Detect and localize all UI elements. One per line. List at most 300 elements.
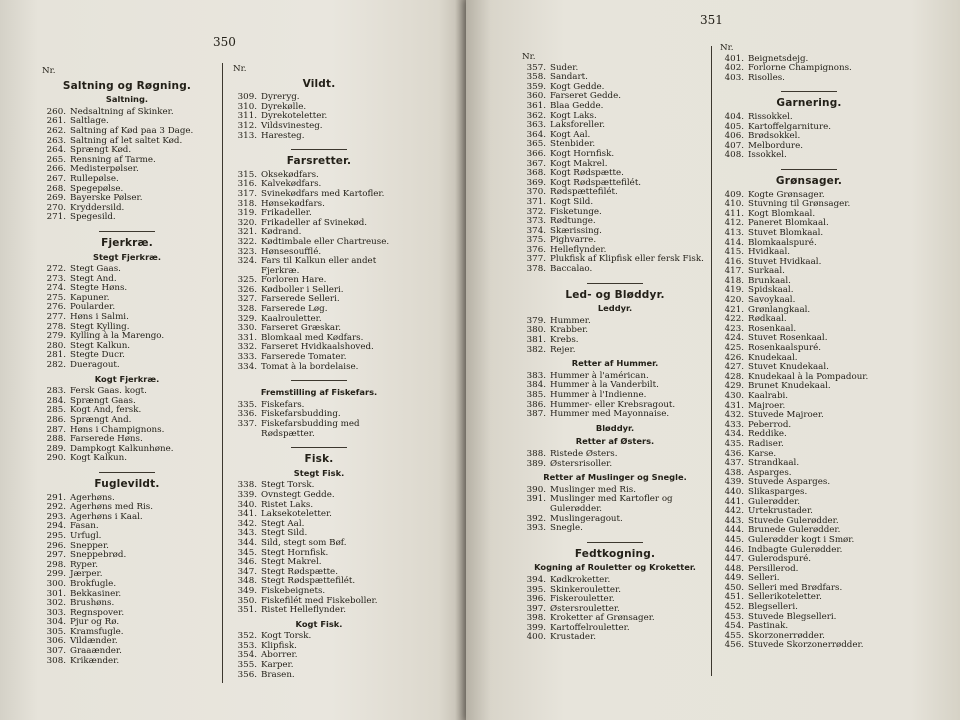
index-entry bbox=[42, 165, 212, 175]
column-header-nr: Nr. bbox=[522, 52, 536, 62]
entry-title: Snegle. bbox=[550, 523, 583, 534]
entry-number: 347. bbox=[237, 566, 257, 577]
entry-number: 322. bbox=[237, 236, 257, 247]
entry-number: 424. bbox=[724, 333, 744, 344]
entry-title: Frikadeller. bbox=[261, 208, 312, 219]
section-heading: Fisk. bbox=[304, 453, 334, 466]
index-entry bbox=[233, 671, 405, 681]
entry-title: Rosenkaalspuré. bbox=[748, 343, 822, 354]
index-entry bbox=[720, 74, 898, 84]
entry-number: 412. bbox=[724, 218, 744, 229]
entry-title: Brokfugle. bbox=[70, 578, 117, 589]
subsection-heading: Fremstilling af Fiskefars. bbox=[260, 387, 378, 398]
index-entry bbox=[522, 524, 708, 534]
entry-title: Ristet Laks. bbox=[261, 499, 314, 510]
entry-title: Snepper. bbox=[70, 540, 109, 551]
index-entry bbox=[42, 445, 212, 455]
entry-number: 260. bbox=[46, 106, 66, 117]
entry-title: Bayerske Pølser. bbox=[70, 193, 143, 204]
entry-title: Ryper. bbox=[70, 559, 98, 570]
entry-number: 291. bbox=[46, 492, 66, 503]
entry-title: Urfugl. bbox=[70, 530, 102, 541]
entry-title: Fasan. bbox=[70, 521, 99, 532]
index-entry bbox=[720, 132, 898, 142]
entry-number: 284. bbox=[46, 395, 66, 406]
entry-title: Skinkerouletter. bbox=[550, 584, 621, 595]
entry-number: 282. bbox=[46, 360, 66, 371]
index-entry bbox=[42, 618, 212, 628]
entry-number: 452. bbox=[724, 602, 744, 613]
entry-title: Agerhøns. bbox=[70, 492, 115, 503]
entry-number: 323. bbox=[237, 246, 257, 257]
entry-title: Radiser. bbox=[748, 438, 784, 449]
entry-number: 455. bbox=[724, 630, 744, 641]
entry-title: Fisketunge. bbox=[550, 206, 602, 217]
entry-title: Hummer. bbox=[550, 315, 591, 326]
entry-number: 395. bbox=[526, 584, 546, 595]
entry-title: Rissokkel. bbox=[748, 111, 793, 122]
entry-number: 432. bbox=[724, 410, 744, 421]
divider bbox=[587, 542, 643, 543]
divider bbox=[99, 472, 155, 473]
entry-number: 403. bbox=[724, 72, 744, 83]
entry-number: 326. bbox=[237, 284, 257, 295]
index-entry bbox=[42, 351, 212, 361]
entry-number: 427. bbox=[724, 362, 744, 373]
entry-number: 277. bbox=[46, 312, 66, 323]
entry-number: 281. bbox=[46, 350, 66, 361]
divider bbox=[99, 231, 155, 232]
entry-number: 408. bbox=[724, 150, 744, 161]
entry-title: Saltning af let saltet Kød. bbox=[70, 135, 183, 146]
entry-title: Issokkel. bbox=[748, 150, 787, 161]
entry-number: 279. bbox=[46, 331, 66, 342]
entry-number: 447. bbox=[724, 554, 744, 565]
index-entry bbox=[42, 609, 212, 619]
entry-number: 450. bbox=[724, 582, 744, 593]
entry-number: 385. bbox=[526, 390, 546, 400]
entry-title: Agerhøns i Kaal. bbox=[70, 511, 143, 522]
entry-number: 433. bbox=[724, 419, 744, 430]
entry-number: 345. bbox=[237, 547, 257, 558]
entry-number: 350. bbox=[237, 595, 257, 606]
entry-number: 360. bbox=[526, 91, 546, 102]
entry-number: 289. bbox=[46, 443, 66, 454]
entry-title: Strandkaal. bbox=[748, 458, 800, 469]
entry-number: 351. bbox=[237, 605, 257, 616]
entry-title: Majroer. bbox=[748, 400, 786, 411]
entry-number: 331. bbox=[237, 332, 257, 343]
subsection-heading: Retter af Muslinger og Snegle. bbox=[543, 472, 687, 483]
entry-number: 336. bbox=[237, 409, 257, 420]
entry-title: Kroketter af Grønsager. bbox=[550, 613, 655, 624]
index-entry bbox=[720, 613, 898, 623]
entry-number: 357. bbox=[526, 62, 546, 73]
entry-number: 285. bbox=[46, 405, 66, 416]
entry-number: 441. bbox=[724, 496, 744, 507]
entry-title: Blomkaalspuré. bbox=[748, 237, 817, 248]
entry-number: 416. bbox=[724, 256, 744, 267]
entry-number: 451. bbox=[724, 592, 744, 603]
entry-number: 436. bbox=[724, 448, 744, 459]
entry-title: Ristet Helleflynder. bbox=[261, 605, 347, 616]
entry-title: Dueragout. bbox=[70, 360, 120, 371]
index-entry bbox=[720, 565, 898, 575]
entry-number: 414. bbox=[724, 237, 744, 248]
entry-number: 298. bbox=[46, 559, 66, 570]
entry-title: Stuvede Majroer. bbox=[748, 410, 824, 421]
entry-title: Fars til Kalkun eller andet Fjerkræ. bbox=[261, 256, 377, 276]
entry-title: Kapuner. bbox=[70, 292, 110, 303]
entry-title: Rosenkaal. bbox=[748, 323, 797, 334]
entry-number: 454. bbox=[724, 621, 744, 632]
entry-title: Savoykaal. bbox=[748, 295, 796, 306]
index-entry bbox=[42, 175, 212, 185]
entry-number: 344. bbox=[237, 537, 257, 548]
index-entry bbox=[233, 420, 405, 439]
entry-number: 341. bbox=[237, 509, 257, 520]
entry-number: 318. bbox=[237, 198, 257, 209]
index-entry bbox=[233, 510, 405, 520]
entry-title: Stegte Ducr. bbox=[70, 350, 125, 361]
entry-title: Stuvede Skorzonerrødder. bbox=[748, 640, 864, 651]
entry-number: 368. bbox=[526, 168, 546, 179]
entry-title: Oksekødfars. bbox=[261, 169, 319, 180]
entry-title: Krikænder. bbox=[70, 655, 120, 666]
entry-number: 295. bbox=[46, 530, 66, 541]
entry-title: Kramsfugle. bbox=[70, 626, 124, 637]
entry-number: 371. bbox=[526, 196, 546, 207]
entry-title: Dyrekoteletter. bbox=[261, 111, 328, 122]
entry-number: 308. bbox=[46, 655, 66, 666]
entry-title: Pighvarre. bbox=[550, 235, 597, 246]
column-header-nr: Nr. bbox=[42, 66, 56, 76]
entry-title: Baccalao. bbox=[550, 264, 593, 275]
entry-title: Tomat à la bordelaise. bbox=[261, 361, 359, 372]
entry-number: 365. bbox=[526, 139, 546, 150]
entry-title: Farseret Græskar. bbox=[261, 323, 342, 334]
right-page bbox=[466, 0, 960, 720]
entry-number: 413. bbox=[724, 227, 744, 238]
entry-title: Melbordure. bbox=[748, 140, 803, 151]
entry-number: 271. bbox=[46, 212, 66, 223]
entry-title: Regnspover. bbox=[70, 607, 125, 618]
entry-number: 299. bbox=[46, 569, 66, 580]
entry-number: 305. bbox=[46, 626, 66, 637]
entry-number: 399. bbox=[526, 622, 546, 633]
entry-number: 398. bbox=[526, 613, 546, 624]
entry-title: Knudekaal à la Pompadour. bbox=[748, 371, 869, 382]
entry-title: Plukfisk af Klipfisk eller fersk Fisk. bbox=[550, 254, 704, 265]
entry-title: Kogt Laks. bbox=[550, 110, 597, 121]
entry-number: 394. bbox=[526, 574, 546, 585]
index-entry bbox=[42, 637, 212, 647]
entry-title: Grønlangkaal. bbox=[748, 304, 811, 315]
entry-number: 359. bbox=[526, 81, 546, 92]
entry-title: Farserede Tomater. bbox=[261, 352, 347, 363]
entry-title: Kødrand. bbox=[261, 227, 302, 238]
entry-title: Spegepølse. bbox=[70, 183, 124, 194]
subsection-heading: Saltning. bbox=[105, 94, 149, 105]
section-heading: Garnering. bbox=[776, 97, 842, 110]
subsection-heading: Kogning af Rouletter og Kroketter. bbox=[534, 562, 696, 573]
entry-number: 378. bbox=[526, 264, 546, 275]
entry-title: Kogt Gedde. bbox=[550, 81, 605, 92]
entry-title: Bekkasiner. bbox=[70, 588, 122, 599]
entry-number: 315. bbox=[237, 169, 257, 180]
entry-number: 352. bbox=[237, 631, 257, 642]
entry-number: 312. bbox=[237, 120, 257, 131]
index-entry bbox=[42, 454, 212, 464]
entry-number: 367. bbox=[526, 158, 546, 169]
entry-number: 405. bbox=[724, 121, 744, 132]
index-entry bbox=[522, 495, 708, 514]
entry-title: Stuvning til Grønsager. bbox=[748, 199, 851, 210]
index-entry bbox=[720, 306, 898, 316]
entry-title: Slikasparges. bbox=[748, 486, 808, 497]
index-entry bbox=[233, 257, 405, 276]
entry-number: 343. bbox=[237, 528, 257, 539]
entry-title: Persillerod. bbox=[748, 563, 799, 574]
index-entry bbox=[233, 200, 405, 210]
entry-title: Medisterpølser. bbox=[70, 164, 139, 175]
entry-title: Asparges. bbox=[748, 467, 792, 478]
entry-number: 375. bbox=[526, 235, 546, 246]
entry-number: 366. bbox=[526, 148, 546, 159]
entry-title: Suder. bbox=[550, 62, 579, 73]
entry-number: 411. bbox=[724, 208, 744, 219]
index-entry bbox=[720, 392, 898, 402]
entry-title: Brasen. bbox=[261, 669, 295, 680]
entry-number: 383. bbox=[526, 370, 546, 381]
index-entry bbox=[233, 363, 405, 373]
column-header-nr: Nr. bbox=[720, 43, 734, 53]
index-entry bbox=[233, 606, 405, 616]
entry-title: Paneret Blomkaal. bbox=[748, 218, 829, 229]
index-entry bbox=[42, 628, 212, 638]
entry-title: Skorzonerrødder. bbox=[748, 630, 825, 641]
entry-title: Brunet Knudekaal. bbox=[748, 381, 831, 392]
entry-number: 355. bbox=[237, 660, 257, 671]
entry-title: Hummer à la Vanderbilt. bbox=[550, 380, 659, 391]
index-column bbox=[42, 67, 212, 666]
entry-title: Stuvet Hvidkaal. bbox=[748, 256, 822, 267]
entry-title: Krabber. bbox=[550, 325, 589, 336]
section-heading: Vildt. bbox=[302, 77, 336, 90]
index-entry bbox=[720, 450, 898, 460]
entry-title: Kogt Aal. bbox=[550, 129, 591, 140]
subsection-heading: Stegt Fisk. bbox=[293, 467, 345, 478]
entry-number: 335. bbox=[237, 399, 257, 410]
entry-number: 283. bbox=[46, 386, 66, 397]
entry-number: 268. bbox=[46, 183, 66, 194]
entry-title: Rullepølse. bbox=[70, 173, 119, 184]
entry-title: Sneppebrød. bbox=[70, 550, 127, 561]
entry-number: 422. bbox=[724, 314, 744, 325]
entry-title: Kogt And, fersk. bbox=[70, 405, 142, 416]
entry-number: 292. bbox=[46, 502, 66, 513]
entry-number: 420. bbox=[724, 295, 744, 306]
entry-title: Farserede Selleri. bbox=[261, 294, 340, 305]
index-entry bbox=[42, 194, 212, 204]
entry-title: Kryddersild. bbox=[70, 202, 125, 213]
entry-title: Stuvet Rosenkaal. bbox=[748, 333, 828, 344]
index-entry bbox=[42, 590, 212, 600]
entry-number: 296. bbox=[46, 540, 66, 551]
entry-title: Jærper. bbox=[70, 569, 103, 580]
entry-number: 426. bbox=[724, 352, 744, 363]
entry-title: Rejer. bbox=[550, 344, 576, 355]
entry-number: 269. bbox=[46, 193, 66, 204]
index-entry bbox=[522, 346, 708, 356]
entry-number: 362. bbox=[526, 110, 546, 121]
entry-number: 353. bbox=[237, 640, 257, 651]
entry-title: Stegt Hornfisk. bbox=[261, 547, 329, 558]
section-heading: Fjerkræ. bbox=[101, 236, 153, 249]
entry-title: Kogt Kalkun. bbox=[70, 453, 127, 464]
entry-number: 324. bbox=[237, 256, 257, 267]
entry-number: 307. bbox=[46, 646, 66, 657]
entry-title: Surkaal. bbox=[748, 266, 785, 277]
entry-title: Pastinak. bbox=[748, 621, 789, 632]
entry-title: Brødsokkel. bbox=[748, 131, 801, 142]
entry-title: Sprængt Gaas. bbox=[70, 395, 136, 406]
entry-number: 262. bbox=[46, 125, 66, 136]
entry-title: Hummer à l'Indienne. bbox=[550, 390, 647, 400]
entry-title: Kartoffelrouletter. bbox=[550, 622, 630, 633]
entry-number: 438. bbox=[724, 467, 744, 478]
entry-title: Stenbider. bbox=[550, 139, 596, 150]
index-entry bbox=[42, 284, 212, 294]
index-entry bbox=[720, 344, 898, 354]
entry-number: 381. bbox=[526, 335, 546, 346]
column-rule bbox=[711, 46, 712, 676]
entry-title: Farseret Gedde. bbox=[550, 91, 622, 102]
entry-number: 358. bbox=[526, 72, 546, 83]
section-heading: Saltning og Røgning. bbox=[62, 79, 192, 92]
entry-number: 327. bbox=[237, 294, 257, 305]
section-heading: Grønsager. bbox=[775, 174, 843, 187]
entry-number: 407. bbox=[724, 140, 744, 151]
entry-title: Dampkogt Kalkunhøne. bbox=[70, 443, 174, 454]
index-entry bbox=[42, 657, 212, 667]
entry-number: 273. bbox=[46, 273, 66, 284]
entry-title: Graaænder. bbox=[70, 646, 122, 657]
entry-number: 337. bbox=[237, 419, 257, 429]
entry-number: 374. bbox=[526, 225, 546, 236]
entry-title: Stegt And. bbox=[70, 273, 117, 284]
entry-number: 276. bbox=[46, 302, 66, 313]
entry-title: Selleri med Brødfars. bbox=[748, 582, 843, 593]
entry-title: Rødspættefilét. bbox=[550, 187, 618, 198]
entry-title: Saltlage. bbox=[70, 116, 109, 127]
entry-number: 415. bbox=[724, 247, 744, 258]
entry-number: 440. bbox=[724, 486, 744, 497]
entry-number: 446. bbox=[724, 544, 744, 555]
index-entry bbox=[42, 265, 212, 275]
entry-title: Kogt Rødspættefilét. bbox=[550, 177, 642, 188]
entry-number: 386. bbox=[526, 399, 546, 410]
entry-title: Østersrisoller. bbox=[550, 458, 613, 469]
index-entry bbox=[42, 532, 212, 542]
subsection-heading: Kogt Fisk. bbox=[295, 618, 343, 629]
entry-number: 339. bbox=[237, 489, 257, 500]
index-entry bbox=[720, 641, 898, 651]
entry-title: Farserede Høns. bbox=[70, 434, 143, 445]
entry-title: Stuvede Gulerødder. bbox=[748, 515, 839, 526]
entry-number: 313. bbox=[237, 130, 257, 141]
entry-title: Blomkaal med Kødfars. bbox=[261, 332, 364, 343]
entry-title: Stuvet Blomkaal. bbox=[748, 227, 824, 238]
entry-number: 264. bbox=[46, 145, 66, 156]
entry-title: Svinekødfars med Kartofler. bbox=[261, 188, 385, 199]
entry-title: Stuvede Asparges. bbox=[748, 477, 831, 488]
entry-number: 297. bbox=[46, 550, 66, 561]
entry-number: 419. bbox=[724, 285, 744, 296]
section-heading: Fedtkogning. bbox=[574, 547, 656, 560]
index-entry bbox=[42, 522, 212, 532]
entry-title: Knudekaal. bbox=[748, 352, 798, 363]
entry-title: Dyrekølle. bbox=[261, 101, 307, 112]
entry-number: 329. bbox=[237, 313, 257, 324]
entry-number: 401. bbox=[724, 53, 744, 64]
index-entry bbox=[720, 382, 898, 392]
index-entry bbox=[233, 93, 405, 103]
index-entry bbox=[42, 204, 212, 214]
entry-title: Sandart. bbox=[550, 72, 588, 83]
entry-number: 437. bbox=[724, 458, 744, 469]
entry-number: 333. bbox=[237, 352, 257, 363]
entry-number: 380. bbox=[526, 325, 546, 336]
index-column bbox=[720, 44, 898, 651]
column-rule bbox=[222, 63, 223, 683]
entry-title: Vildsvinesteg. bbox=[261, 120, 323, 131]
subsection-heading: Stegt Fjerkræ. bbox=[92, 251, 162, 262]
entry-title: Fiskefilét med Fiskeboller. bbox=[261, 595, 378, 606]
divider bbox=[291, 149, 347, 150]
entry-title: Stegt Rødspættefilét. bbox=[261, 576, 356, 587]
entry-title: Høns i Champignons. bbox=[70, 424, 165, 435]
entry-number: 364. bbox=[526, 129, 546, 140]
entry-number: 389. bbox=[526, 458, 546, 469]
divider bbox=[587, 283, 643, 284]
entry-number: 431. bbox=[724, 400, 744, 411]
entry-title: Muslingeragout. bbox=[550, 513, 623, 524]
index-entry bbox=[42, 647, 212, 657]
entry-title: Stegt Gaas. bbox=[70, 264, 121, 275]
index-entry bbox=[720, 488, 898, 498]
entry-number: 311. bbox=[237, 111, 257, 122]
index-entry bbox=[233, 520, 405, 530]
entry-number: 342. bbox=[237, 518, 257, 529]
entry-number: 379. bbox=[526, 315, 546, 326]
index-entry bbox=[522, 633, 708, 643]
entry-title: Kogte Grønsager. bbox=[748, 189, 825, 200]
index-entry bbox=[522, 460, 708, 470]
entry-number: 372. bbox=[526, 206, 546, 217]
index-entry bbox=[42, 108, 212, 118]
entry-title: Stegt Rødspætte. bbox=[261, 566, 338, 577]
entry-title: Haresteg. bbox=[261, 130, 305, 141]
left-page bbox=[0, 0, 472, 720]
entry-number: 332. bbox=[237, 342, 257, 353]
entry-title: Rødtunge. bbox=[550, 216, 596, 227]
entry-title: Stegt Aal. bbox=[261, 518, 305, 529]
entry-number: 354. bbox=[237, 650, 257, 661]
entry-title: Agerhøns med Ris. bbox=[70, 502, 154, 513]
entry-title: Fiskefars. bbox=[261, 399, 305, 410]
entry-number: 388. bbox=[526, 448, 546, 459]
